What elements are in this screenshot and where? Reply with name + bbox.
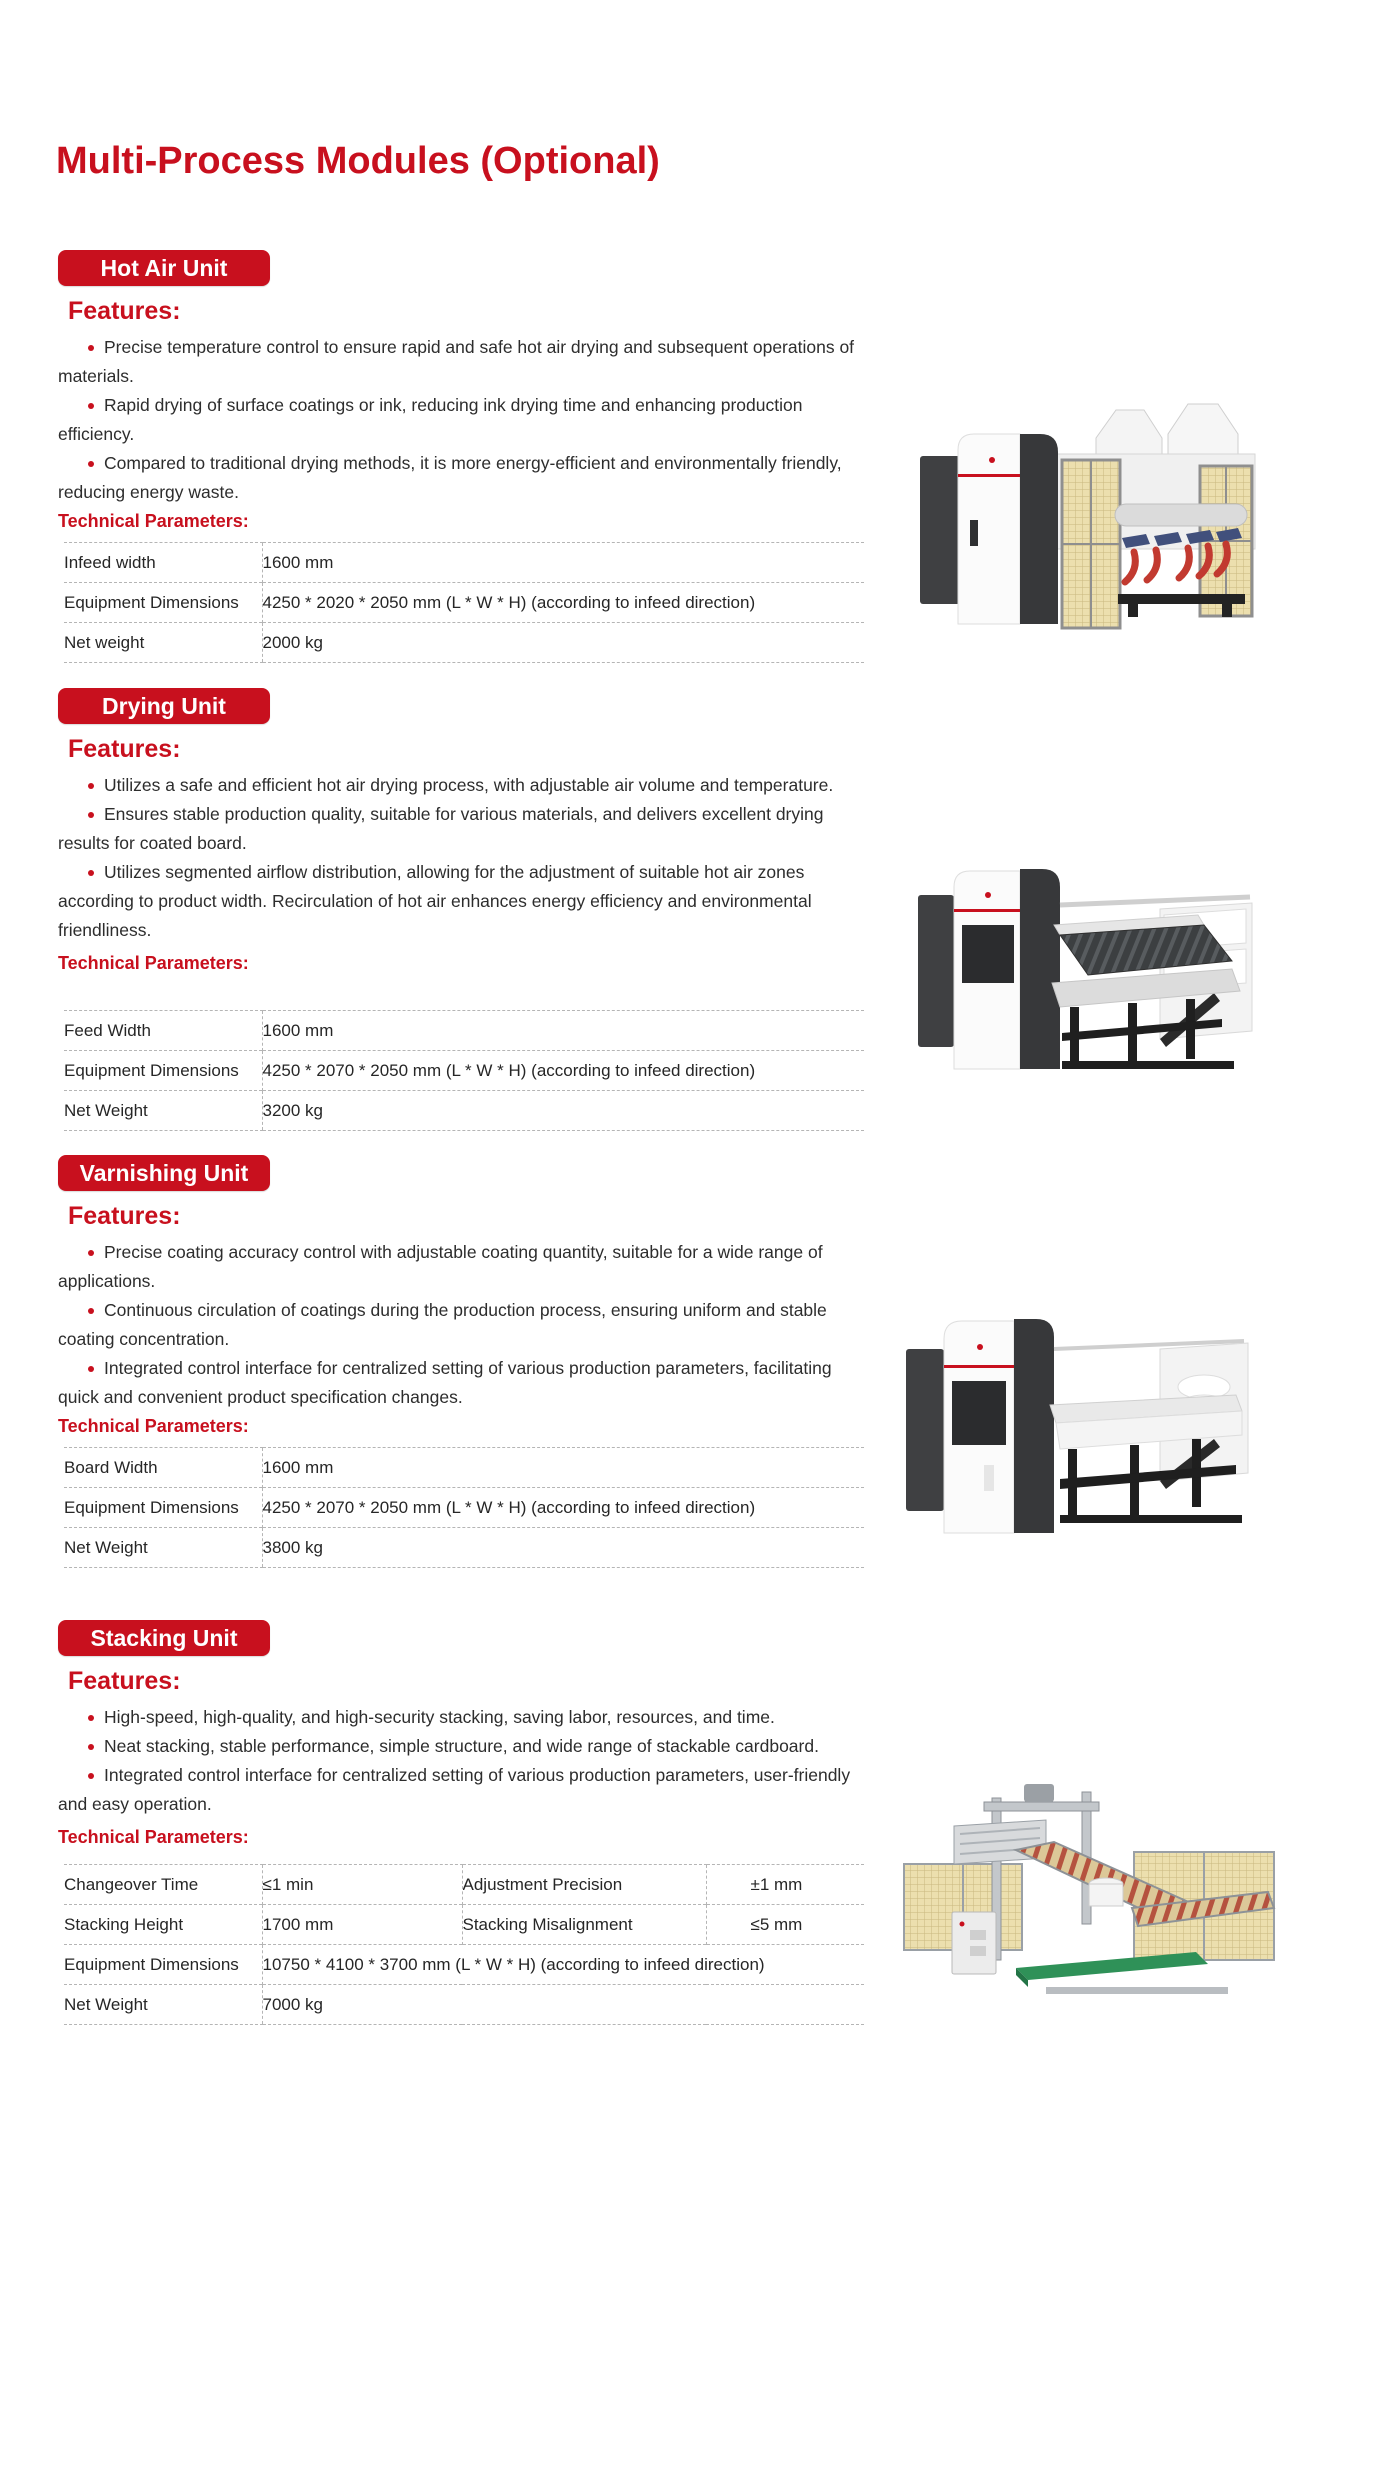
feature-item xyxy=(58,858,870,945)
features-list xyxy=(58,1703,870,1819)
param-label: Equipment Dimensions xyxy=(64,1488,262,1528)
table-row xyxy=(64,543,864,583)
param-value: 1700 mm xyxy=(262,1905,462,1945)
section-badge: Hot Air Unit xyxy=(58,250,270,286)
features-heading: Features: xyxy=(68,297,181,325)
parameters-table xyxy=(64,1010,864,1131)
param-label: Adjustment Precision xyxy=(462,1865,706,1905)
features-list xyxy=(58,333,870,507)
bullet-dot-icon xyxy=(88,1773,94,1779)
param-label: Board Width xyxy=(64,1448,262,1488)
feature-text: Continuous circulation of coatings during the production process, ensuring uniform and stable coating concentration. xyxy=(58,1300,827,1349)
bullet-dot-icon xyxy=(88,870,94,876)
stacking-unit-machine-image xyxy=(896,1772,1281,2017)
feature-text: Utilizes segmented airflow distribution, allowing for the adjustment of suitable hot air zones according to product width. Recirculation of hot air enhances energy efficiency and environmental friendliness. xyxy=(58,862,812,940)
technical-parameters-heading: Technical Parameters: xyxy=(58,511,249,531)
param-value: 4250 * 2020 * 2050 mm (L * W * H) (according to infeed direction) xyxy=(262,583,864,623)
feature-item xyxy=(58,449,870,507)
param-value: 1600 mm xyxy=(262,543,864,583)
param-value: ≤5 mm xyxy=(706,1905,864,1945)
table-row xyxy=(64,1051,864,1091)
bullet-dot-icon xyxy=(88,1250,94,1256)
table-row xyxy=(64,1945,864,1985)
param-value: 1600 mm xyxy=(262,1011,864,1051)
bullet-dot-icon xyxy=(88,1308,94,1314)
parameters-table xyxy=(64,542,864,663)
param-value: 7000 kg xyxy=(262,1985,864,2025)
param-label: Stacking Height xyxy=(64,1905,262,1945)
bullet-dot-icon xyxy=(88,1366,94,1372)
table-row xyxy=(64,1488,864,1528)
page-title: Multi-Process Modules (Optional) xyxy=(56,140,660,182)
param-value: ≤1 min xyxy=(262,1865,462,1905)
param-label: Changeover Time xyxy=(64,1865,262,1905)
param-label: Equipment Dimensions xyxy=(64,1051,262,1091)
features-list xyxy=(58,771,870,945)
feature-text: Neat stacking, stable performance, simple structure, and wide range of stackable cardboard. xyxy=(104,1736,819,1756)
feature-text: Integrated control interface for centralized setting of various production parameters, user-friendly and easy operation. xyxy=(58,1765,851,1814)
feature-item xyxy=(58,1732,870,1761)
param-value: 3800 kg xyxy=(262,1528,864,1568)
feature-text: High-speed, high-quality, and high-security stacking, saving labor, resources, and time. xyxy=(104,1707,775,1727)
bullet-dot-icon xyxy=(88,345,94,351)
param-value: 4250 * 2070 * 2050 mm (L * W * H) (according to infeed direction) xyxy=(262,1488,864,1528)
bullet-dot-icon xyxy=(88,403,94,409)
feature-text: Precise coating accuracy control with adjustable coating quantity, suitable for a wide range of applications. xyxy=(58,1242,823,1291)
feature-item xyxy=(58,391,870,449)
bullet-dot-icon xyxy=(88,1715,94,1721)
feature-text: Rapid drying of surface coatings or ink, reducing ink drying time and enhancing production efficiency. xyxy=(58,395,803,444)
parameters-table xyxy=(64,1864,864,2025)
feature-item xyxy=(58,1354,870,1412)
param-label: Net Weight xyxy=(64,1091,262,1131)
param-label: Feed Width xyxy=(64,1011,262,1051)
table-row xyxy=(64,623,864,663)
features-heading: Features: xyxy=(68,735,181,763)
param-label: Equipment Dimensions xyxy=(64,583,262,623)
param-label: Infeed width xyxy=(64,543,262,583)
bullet-dot-icon xyxy=(88,812,94,818)
hot-air-unit-machine-image xyxy=(900,398,1260,648)
features-list xyxy=(58,1238,870,1412)
technical-parameters-heading: Technical Parameters: xyxy=(58,1827,249,1847)
table-row xyxy=(64,1091,864,1131)
feature-text: Utilizes a safe and efficient hot air drying process, with adjustable air volume and temperature. xyxy=(104,775,834,795)
param-value: 2000 kg xyxy=(262,623,864,663)
param-value: 4250 * 2070 * 2050 mm (L * W * H) (according to infeed direction) xyxy=(262,1051,864,1091)
param-label: Net weight xyxy=(64,623,262,663)
section-drying-unit xyxy=(0,688,1400,1131)
feature-item xyxy=(58,1761,870,1819)
feature-item xyxy=(58,333,870,391)
table-row xyxy=(64,1985,864,2025)
feature-text: Ensures stable production quality, suitable for various materials, and delivers excellent drying results for coated board. xyxy=(58,804,824,853)
param-label: Net Weight xyxy=(64,1528,262,1568)
parameters-table xyxy=(64,1447,864,1568)
section-badge: Drying Unit xyxy=(58,688,270,724)
section-badge: Stacking Unit xyxy=(58,1620,270,1656)
table-row xyxy=(64,1865,864,1905)
feature-item xyxy=(58,1238,870,1296)
param-label: Equipment Dimensions xyxy=(64,1945,262,1985)
feature-item xyxy=(58,800,870,858)
feature-item xyxy=(58,771,870,800)
technical-parameters-heading: Technical Parameters: xyxy=(58,1416,249,1436)
param-label: Net Weight xyxy=(64,1985,262,2025)
table-row xyxy=(64,583,864,623)
param-value: ±1 mm xyxy=(706,1865,864,1905)
section-hot-air-unit xyxy=(0,250,1400,663)
feature-item xyxy=(58,1296,870,1354)
table-row xyxy=(64,1011,864,1051)
param-value: 3200 kg xyxy=(262,1091,864,1131)
bullet-dot-icon xyxy=(88,1744,94,1750)
features-heading: Features: xyxy=(68,1202,181,1230)
section-badge: Varnishing Unit xyxy=(58,1155,270,1191)
drying-unit-machine-image xyxy=(902,843,1262,1083)
table-row xyxy=(64,1448,864,1488)
bullet-dot-icon xyxy=(88,783,94,789)
features-heading: Features: xyxy=(68,1667,181,1695)
param-value: 1600 mm xyxy=(262,1448,864,1488)
section-stacking-unit xyxy=(0,1620,1400,2025)
feature-text: Integrated control interface for centralized setting of various production parameters, facilitating quick and convenient product specification changes. xyxy=(58,1358,832,1407)
technical-parameters-heading: Technical Parameters: xyxy=(58,953,249,973)
varnishing-unit-machine-image xyxy=(892,1293,1262,1548)
section-varnishing-unit xyxy=(0,1155,1400,1568)
feature-text: Compared to traditional drying methods, it is more energy-efficient and environmentally friendly, reducing energy waste. xyxy=(58,453,842,502)
param-value: 10750 * 4100 * 3700 mm (L * W * H) (according to infeed direction) xyxy=(262,1945,864,1985)
feature-text: Precise temperature control to ensure rapid and safe hot air drying and subsequent operations of materials. xyxy=(58,337,855,386)
table-row xyxy=(64,1905,864,1945)
table-row xyxy=(64,1528,864,1568)
feature-item xyxy=(58,1703,870,1732)
param-label: Stacking Misalignment xyxy=(462,1905,706,1945)
bullet-dot-icon xyxy=(88,461,94,467)
